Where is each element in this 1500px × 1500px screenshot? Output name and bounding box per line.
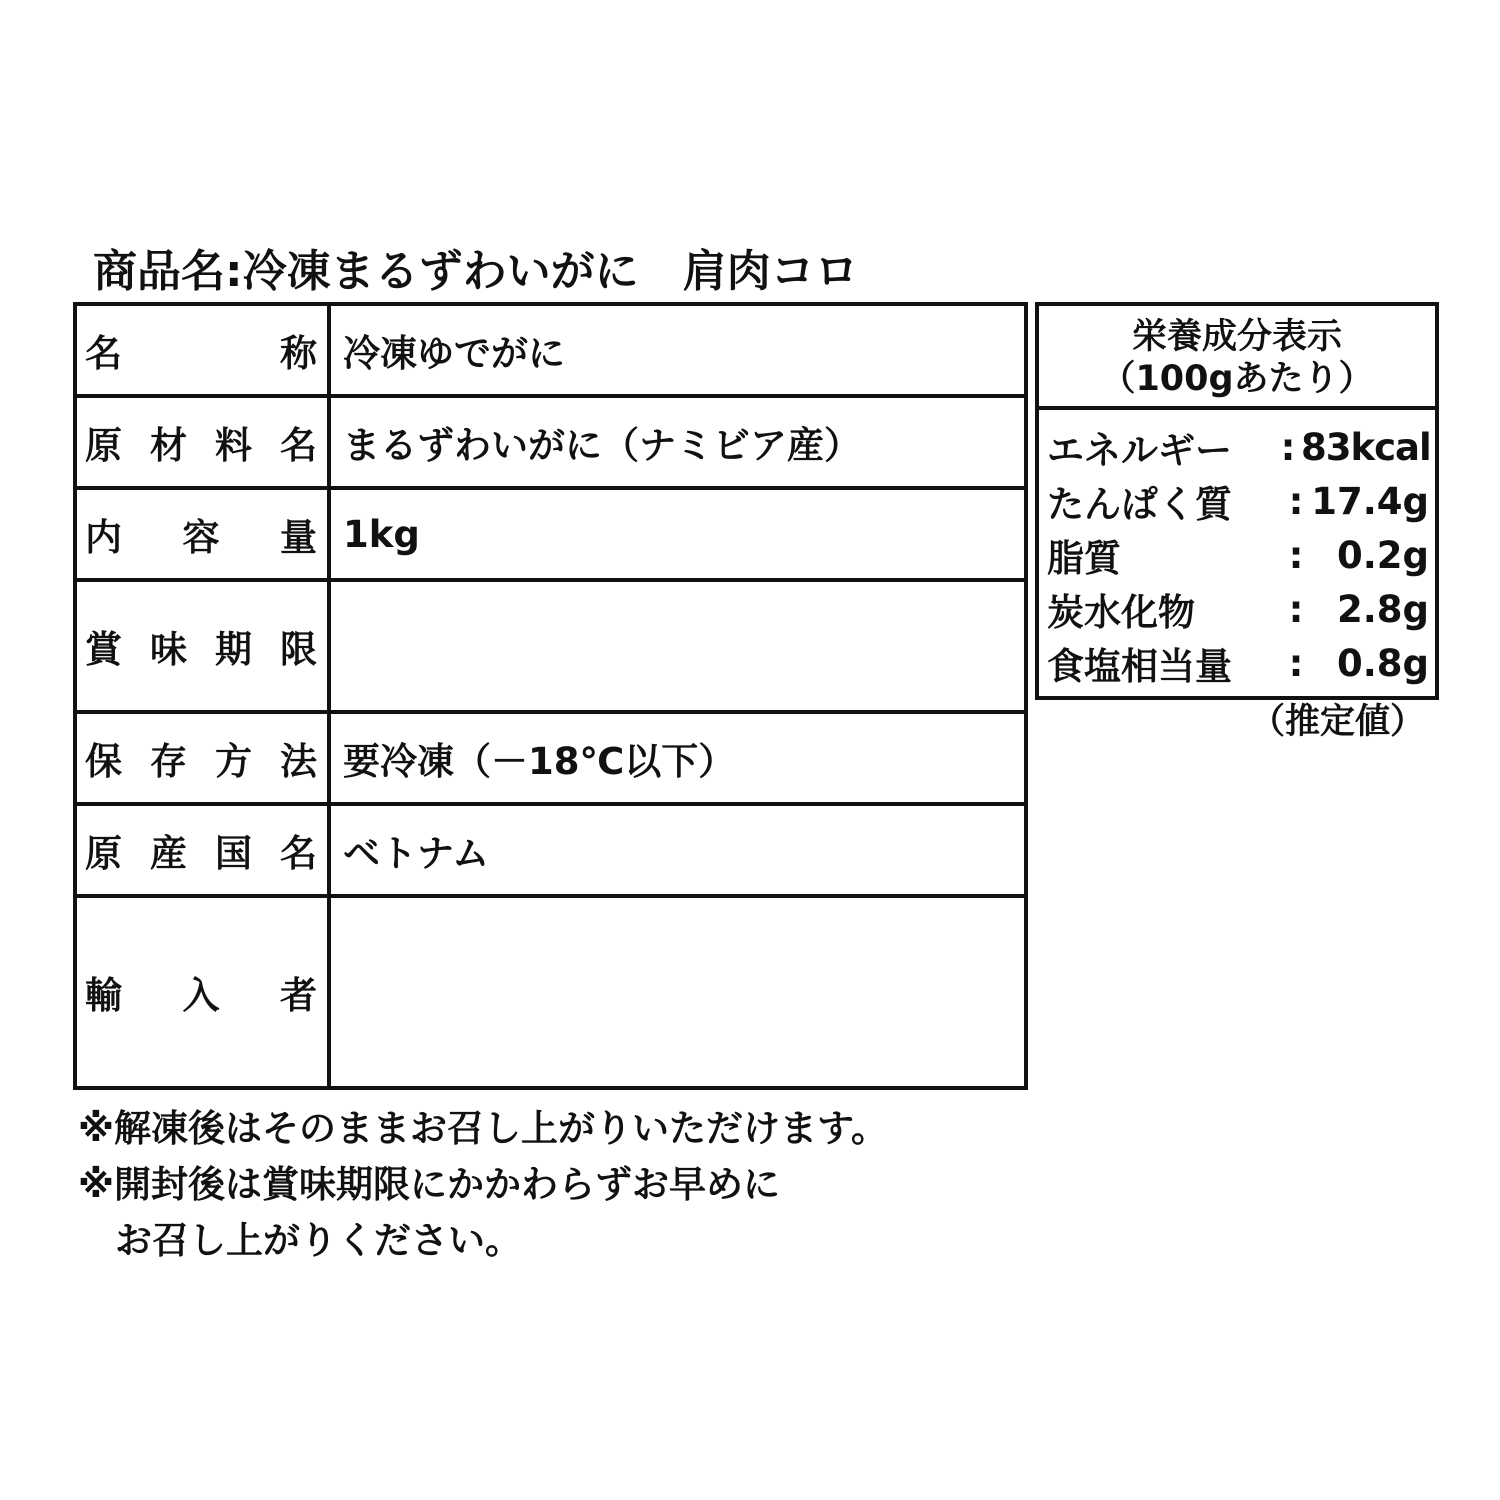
label-char: 存 bbox=[150, 740, 187, 783]
spec-label-cell bbox=[75, 804, 329, 896]
spec-label-cell bbox=[75, 304, 329, 396]
note-after-opening: ※開封後は賞味期限にかかわらずお早めに bbox=[78, 1163, 780, 1206]
spec-value: 1kg bbox=[329, 488, 1026, 580]
note-thawing: ※解凍後はそのままお召し上がりいただけます。 bbox=[78, 1107, 889, 1150]
label-char: 賞 bbox=[85, 628, 122, 671]
label-char: 輸 bbox=[85, 974, 122, 1017]
label-char: 名 bbox=[280, 424, 317, 467]
nutrient-label: たんぱく質 bbox=[1047, 483, 1232, 526]
spec-row-ingredients bbox=[75, 396, 1026, 488]
nutrient-value: 83kcal bbox=[1301, 425, 1431, 469]
nutrient-colon: : bbox=[1280, 425, 1296, 469]
label-char: 限 bbox=[280, 628, 317, 671]
spec-label-cell bbox=[75, 896, 329, 1088]
nutrition-header bbox=[1039, 306, 1435, 410]
spec-value: まるずわいがに（ナミビア産） bbox=[329, 396, 1026, 488]
spec-label-cell bbox=[75, 396, 329, 488]
label-char: 産 bbox=[150, 832, 187, 875]
spec-row-best-before bbox=[75, 580, 1026, 712]
label-char: 入 bbox=[182, 974, 220, 1017]
nutrition-row-energy bbox=[1047, 420, 1429, 474]
spec-label bbox=[85, 823, 317, 877]
nutrient-value: 0.2g bbox=[1336, 533, 1429, 577]
nutrient-colon: : bbox=[1288, 641, 1304, 685]
spec-label-cell bbox=[75, 712, 329, 804]
label-char: 味 bbox=[150, 628, 187, 671]
nutrient-colon: : bbox=[1288, 479, 1304, 523]
nutrition-list bbox=[1039, 410, 1435, 696]
nutrition-row-protein bbox=[1047, 474, 1429, 528]
label-char: 原 bbox=[85, 424, 122, 467]
label-char: 保 bbox=[85, 740, 122, 783]
product-title-label: 商品名 bbox=[93, 246, 225, 297]
label-char: 期 bbox=[215, 628, 252, 671]
label-char: 料 bbox=[215, 424, 252, 467]
spec-label bbox=[85, 415, 317, 469]
label-char: 称 bbox=[280, 332, 317, 375]
product-title-name: 冷凍まるずわいがに 肩肉コロ bbox=[242, 246, 859, 297]
nutrient-colon: : bbox=[1288, 587, 1304, 631]
label-char: 名 bbox=[280, 832, 317, 875]
nutrition-row-carbohydrate bbox=[1047, 582, 1429, 636]
label-char: 法 bbox=[280, 740, 317, 783]
nutrient-colon: : bbox=[1288, 533, 1304, 577]
nutrient-label: 脂質 bbox=[1047, 537, 1121, 580]
label-char: 方 bbox=[215, 740, 252, 783]
nutrition-row-fat bbox=[1047, 528, 1429, 582]
spec-label bbox=[85, 965, 317, 1019]
label-char: 量 bbox=[280, 516, 317, 559]
label-char: 原 bbox=[85, 832, 122, 875]
spec-label-cell bbox=[75, 488, 329, 580]
spec-value bbox=[329, 580, 1026, 712]
nutrition-row-salt bbox=[1047, 636, 1429, 690]
label-char: 材 bbox=[150, 424, 187, 467]
spec-label bbox=[85, 323, 317, 377]
spec-value: 冷凍ゆでがに bbox=[329, 304, 1026, 396]
label-char: 容 bbox=[182, 516, 220, 559]
product-title bbox=[93, 244, 859, 300]
label-char: 内 bbox=[85, 516, 122, 559]
label-char: 者 bbox=[280, 974, 317, 1017]
nutrient-label: 食塩相当量 bbox=[1047, 645, 1232, 688]
spec-row-importer bbox=[75, 896, 1026, 1088]
label-char: 名 bbox=[85, 332, 122, 375]
label-char: 国 bbox=[215, 832, 252, 875]
spec-row-contents bbox=[75, 488, 1026, 580]
spec-value: 要冷凍（－18℃以下） bbox=[329, 712, 1026, 804]
spec-label-cell bbox=[75, 580, 329, 712]
spec-row-storage bbox=[75, 712, 1026, 804]
nutrient-label: エネルギー bbox=[1047, 429, 1232, 472]
spec-label bbox=[85, 731, 317, 785]
nutrition-heading: 栄養成分表示 bbox=[1131, 317, 1342, 357]
spec-label bbox=[85, 619, 317, 673]
nutrition-subheading: （100gあたり） bbox=[1100, 359, 1374, 399]
product-title-separator: : bbox=[225, 246, 243, 297]
nutrient-value: 0.8g bbox=[1336, 641, 1429, 685]
nutrient-value: 17.4g bbox=[1311, 479, 1429, 523]
nutrition-estimate-note: （推定値） bbox=[1250, 702, 1426, 742]
spec-row-name bbox=[75, 304, 1026, 396]
spec-value bbox=[329, 896, 1026, 1088]
spec-row-origin bbox=[75, 804, 1026, 896]
spec-value: ベトナム bbox=[329, 804, 1026, 896]
nutrition-facts-box bbox=[1035, 302, 1439, 700]
spec-label bbox=[85, 507, 317, 561]
product-spec-table bbox=[73, 302, 1028, 1090]
note-after-opening-cont: お召し上がりください。 bbox=[78, 1219, 522, 1262]
nutrient-label: 炭水化物 bbox=[1047, 591, 1195, 634]
nutrient-value: 2.8g bbox=[1336, 587, 1429, 631]
